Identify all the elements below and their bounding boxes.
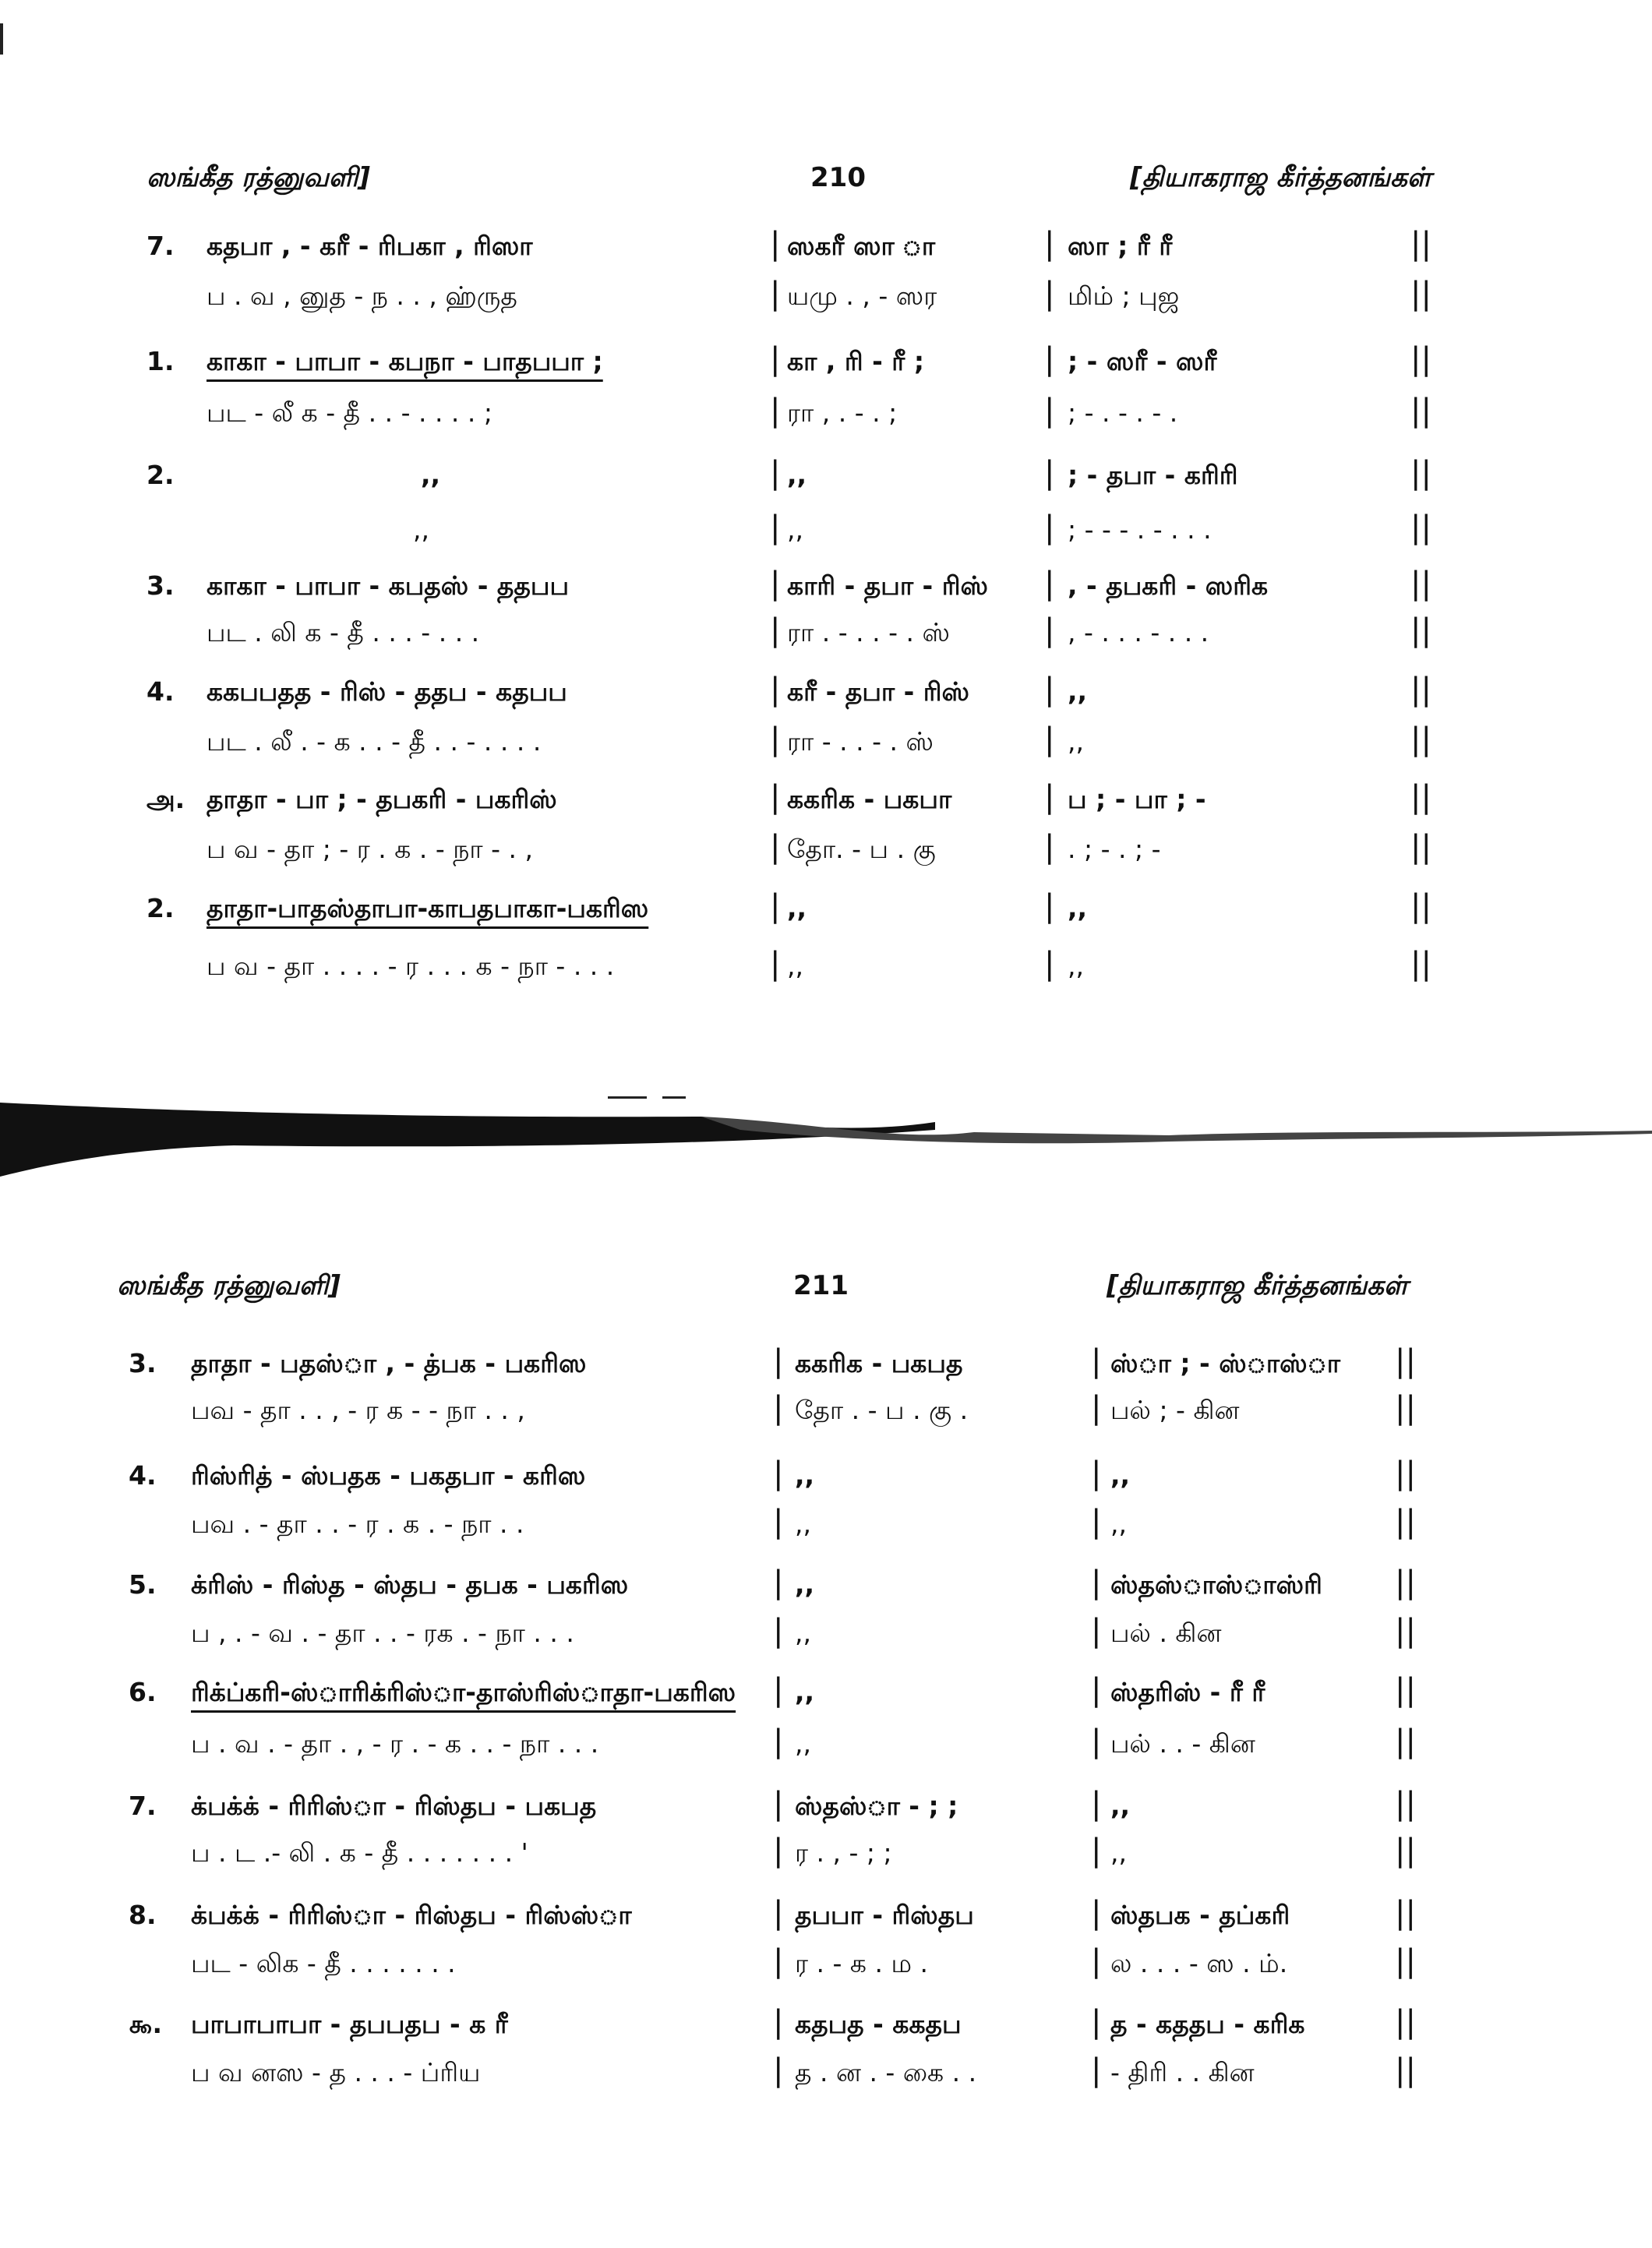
row-9-cell-c3: ,, (1110, 1791, 1131, 1821)
row-8-cell-c3: பல் . . - கின (1110, 1728, 1255, 1759)
double-bar-separator: || (1395, 2004, 1416, 2040)
bar-separator: | (1044, 341, 1055, 377)
row-10-cell-c1: பட . லீ . - க . . - தீ . . - . . . . (206, 726, 542, 757)
row-2-cell-c3: மிம் ; புஜ (1068, 281, 1180, 311)
row-14-cell-c1: ப வ - தா . . . . - ர . . . க - நா - . . . (206, 951, 615, 981)
row-7-cell-c1: காகா - பாபா - கபதஸ் - ததபப (206, 570, 570, 601)
row-13-cell-c2: ,, (787, 893, 807, 923)
bar-separator: | (1091, 1724, 1102, 1759)
double-bar-separator: || (1410, 393, 1431, 429)
bar-separator: | (1044, 226, 1055, 262)
row-10-cell-c3: ,, (1110, 1837, 1127, 1868)
bar-separator: | (770, 276, 781, 312)
bar-separator: | (773, 1895, 784, 1931)
double-bar-separator: || (1395, 1504, 1416, 1540)
row-5-number: 2. (146, 460, 175, 490)
double-bar-separator: || (1410, 779, 1431, 815)
row-5-cell-c3: ஸ்தஸ்ாஸ்ாஸ்ரி (1110, 1569, 1322, 1600)
row-4-cell-c2: ரா , . - . ; (787, 397, 898, 428)
bar-separator: | (770, 393, 781, 429)
row-11-cell-c3: ஸ்தபக - தப்கரி (1110, 1900, 1290, 1930)
bar-separator: | (1044, 888, 1055, 924)
bar-separator: | (773, 1390, 784, 1426)
row-12-cell-c1: ப வ - தா ; - ர . க . - நா - . , (206, 834, 534, 864)
row-1-cell-c1: தாதா - பதஸ்ா , - த்பக - பகரிஸ (191, 1348, 587, 1378)
row-5-cell-c1: க்ரிஸ் - ரிஸ்த - ஸ்தப - தபக - பகரிஸ (191, 1569, 629, 1600)
row-1-cell-c2: ககரிக - பகபத (795, 1348, 963, 1378)
bar-separator: | (1091, 1672, 1102, 1708)
row-3-cell-c3: ; - ஸரீ - ஸரீ (1068, 346, 1217, 376)
bar-separator: | (770, 226, 781, 262)
page-fold-shadow (0, 1087, 1652, 1188)
bar-separator: | (770, 566, 781, 602)
double-bar-separator: || (1410, 226, 1431, 262)
double-bar-separator: || (1395, 1943, 1416, 1979)
double-bar-separator: || (1410, 612, 1431, 648)
header-section-title: [தியாகராஜ கீர்த்தனங்கள் (1130, 162, 1431, 193)
header-section-title: [தியாகராஜ கீர்த்தனங்கள் (1107, 1270, 1408, 1301)
row-13-number: 2. (146, 893, 175, 923)
row-12-cell-c2: தோ. - ப . கு (787, 834, 936, 864)
bar-separator: | (1091, 1613, 1102, 1649)
bar-separator: | (1044, 612, 1055, 648)
row-7-cell-c2: ,, (795, 1677, 815, 1707)
row-11-number: 8. (129, 1900, 157, 1930)
row-2-cell-c2: தோ . - ப . கு . (795, 1395, 969, 1425)
row-11-cell-c1: தாதா - பா ; - தபகரி - பகரிஸ் (206, 784, 557, 814)
double-bar-separator: || (1395, 1786, 1416, 1822)
row-9-cell-c2: ஸ்தஸ்ா - ; ; (795, 1791, 958, 1821)
row-4-cell-c1: பவ . - தா . . - ர . க . - நா . . (191, 1509, 524, 1539)
row-5-cell-c2: ,, (787, 460, 807, 490)
bar-separator: | (773, 1613, 784, 1649)
row-12-cell-c1: பட - லிக - தீ . . . . . . . (191, 1948, 456, 1978)
row-9-cell-c1: க்பக்க் - ரிரிஸ்ா - ரிஸ்தப - பகபத (191, 1791, 597, 1821)
row-8-cell-c2: ,, (795, 1728, 811, 1759)
bar-separator: | (1091, 1390, 1102, 1426)
double-bar-separator: || (1395, 2052, 1416, 2088)
row-1-cell-c2: ஸகரீ ஸா ா (787, 231, 936, 261)
row-4-cell-c2: ,, (795, 1509, 811, 1539)
bar-separator: | (770, 612, 781, 648)
bar-separator: | (770, 888, 781, 924)
row-10-cell-c2: ர . , - ; ; (795, 1837, 892, 1868)
bar-separator: | (773, 1786, 784, 1822)
bar-separator: | (1044, 510, 1055, 545)
row-4-cell-c1: பட - லீ க - தீ . . - . . . . ; (206, 397, 492, 428)
bar-separator: | (1091, 1833, 1102, 1869)
row-14-cell-c2: த . ன . - கை . . (795, 2057, 977, 2087)
row-9-cell-c3: ,, (1068, 676, 1088, 707)
row-11-cell-c2: தபபா - ரிஸ்தப (795, 1900, 974, 1930)
header-book-title: ஸங்கீத ரத்னுவளி] (117, 1270, 341, 1301)
double-bar-separator: || (1395, 1390, 1416, 1426)
bar-separator: | (770, 672, 781, 708)
row-14-cell-c3: ,, (1068, 951, 1084, 981)
bar-separator: | (770, 455, 781, 491)
bar-separator: | (773, 1672, 784, 1708)
row-13-cell-c2: கதபத - ககதப (795, 2009, 962, 2039)
bar-separator: | (770, 946, 781, 982)
double-bar-separator: || (1410, 888, 1431, 924)
double-bar-separator: || (1410, 672, 1431, 708)
bar-separator: | (1044, 672, 1055, 708)
row-14-cell-c2: ,, (787, 951, 803, 981)
bar-separator: | (1091, 1565, 1102, 1600)
row-8-cell-c2: ரா . - . . - . ஸ் (787, 617, 950, 648)
row-7-cell-c3: ஸ்தரிஸ் - ரீ ரீ (1110, 1677, 1265, 1707)
row-6-cell-c3: பல் . கின (1110, 1618, 1222, 1648)
row-11-number: அ. (146, 784, 185, 814)
double-bar-separator: || (1410, 341, 1431, 377)
bar-separator: | (1044, 455, 1055, 491)
bar-separator: | (1091, 1786, 1102, 1822)
row-1-number: 7. (146, 231, 175, 261)
bar-separator: | (773, 1343, 784, 1379)
row-3-cell-c1: ரிஸ்ரித் - ஸ்பதக - பகதபா - கரிஸ (191, 1460, 586, 1491)
row-13-cell-c3: த - கததப - கரிக (1110, 2009, 1305, 2039)
bar-separator: | (773, 1833, 784, 1869)
row-14-cell-c1: ப வ னஸ - த . . . - ப்ரிய (191, 2057, 481, 2087)
double-bar-separator: || (1410, 510, 1431, 545)
bar-separator: | (1044, 276, 1055, 312)
row-2-cell-c3: பல் ; - கின (1110, 1395, 1240, 1425)
row-14-cell-c3: - திரி . . கின (1110, 2057, 1255, 2087)
page-210 (0, 0, 1652, 1106)
row-11-cell-c2: ககரிக - பகபா (787, 784, 952, 814)
header-book-title: ஸங்கீத ரத்னுவளி] (146, 162, 370, 193)
bar-separator: | (1091, 2052, 1102, 2088)
bar-separator: | (1091, 1456, 1102, 1491)
header-page-number: 210 (810, 162, 866, 193)
bar-separator: | (1091, 1895, 1102, 1931)
row-6-cell-c2: ,, (795, 1618, 811, 1648)
row-9-number: 4. (146, 676, 175, 707)
double-bar-separator: || (1410, 566, 1431, 602)
double-bar-separator: || (1395, 1895, 1416, 1931)
row-4-cell-c3: ,, (1110, 1509, 1127, 1539)
row-10-cell-c3: ,, (1068, 726, 1084, 757)
bar-separator: | (1091, 1343, 1102, 1379)
row-13-cell-c1: பாபாபாபா - தபபதப - க ரீ (191, 2009, 508, 2039)
row-9-cell-c1: ககபபதத - ரிஸ் - ததப - கதபப (206, 676, 567, 707)
bar-separator: | (770, 510, 781, 545)
row-8-cell-c1: ப . வ . - தா . , - ர . - க . . - நா . . . (191, 1728, 599, 1759)
bar-separator: | (773, 1456, 784, 1491)
row-3-cell-c2: ,, (795, 1460, 815, 1491)
row-6-cell-c2: ,, (787, 514, 803, 545)
row-12-cell-c3: ல . . . - ஸ . ம். (1110, 1948, 1288, 1978)
bar-separator: | (770, 829, 781, 865)
bar-separator: | (770, 341, 781, 377)
double-bar-separator: || (1410, 722, 1431, 757)
bar-separator: | (770, 779, 781, 815)
row-7-number: 3. (146, 570, 175, 601)
bar-separator: | (1091, 1504, 1102, 1540)
row-2-cell-c2: யமு . , - ஸர (787, 281, 937, 311)
bar-separator: | (1091, 2004, 1102, 2040)
double-bar-separator: || (1410, 276, 1431, 312)
row-6-cell-c1: ,, (413, 514, 429, 545)
row-5-cell-c2: ,, (795, 1569, 815, 1600)
row-13-cell-c3: ,, (1068, 893, 1088, 923)
row-7-cell-c3: , - தபகரி - ஸரிக (1068, 570, 1269, 601)
row-6-cell-c3: ; - - - . - . . . (1068, 514, 1212, 545)
row-5-cell-c1: ,, (421, 460, 441, 490)
row-1-cell-c3: ஸ்ா ; - ஸ்ாஸ்ா (1110, 1348, 1340, 1378)
bar-separator: | (1044, 946, 1055, 982)
bar-separator: | (1044, 779, 1055, 815)
double-bar-separator: || (1395, 1833, 1416, 1869)
bar-separator: | (1044, 722, 1055, 757)
bar-separator: | (1044, 829, 1055, 865)
double-bar-separator: || (1395, 1565, 1416, 1600)
row-13-cell-c1: தாதா-பாதஸ்தாபா-காபதபாகா-பகரிஸ (206, 893, 649, 923)
row-3-number: 1. (146, 346, 175, 376)
double-bar-separator: || (1410, 946, 1431, 982)
row-8-cell-c3: , - . . . - . . . (1068, 617, 1209, 648)
row-10-cell-c2: ரா - . . - . ஸ் (787, 726, 934, 757)
double-bar-separator: || (1410, 455, 1431, 491)
header-page-number: 211 (793, 1270, 849, 1301)
double-bar-separator: || (1395, 1343, 1416, 1379)
row-11-cell-c1: க்பக்க் - ரிரிஸ்ா - ரிஸ்தப - ரிஸ்ஸ்ா (191, 1900, 632, 1930)
row-1-cell-c3: ஸா ; ரீ ரீ (1068, 231, 1173, 261)
row-2-cell-c1: ப . வ , னுத - ந . . , ஹ்ருத (206, 281, 517, 311)
double-bar-separator: || (1395, 1613, 1416, 1649)
row-3-number: 4. (129, 1460, 157, 1491)
row-11-cell-c3: ப ; - பா ; - (1068, 784, 1206, 814)
bar-separator: | (773, 1943, 784, 1979)
row-7-number: 6. (129, 1677, 157, 1707)
row-2-cell-c1: பவ - தா . . , - ர க - - நா . . , (191, 1395, 525, 1425)
row-1-number: 3. (129, 1348, 157, 1378)
row-10-cell-c1: ப . ட .- லி . க - தீ . . . . . . . ' (191, 1837, 528, 1868)
double-bar-separator: || (1395, 1724, 1416, 1759)
row-3-cell-c1: காகா - பாபா - கபநா - பாதபபா ; (206, 346, 603, 376)
bar-separator: | (1091, 1943, 1102, 1979)
row-3-cell-c2: கா , ரி - ரீ ; (787, 346, 925, 376)
page-211 (0, 1192, 1652, 2248)
bar-separator: | (773, 2004, 784, 2040)
row-5-number: 5. (129, 1569, 157, 1600)
row-5-cell-c3: ; - தபா - கரிரி (1068, 460, 1238, 490)
row-6-cell-c1: ப , . - வ . - தா . . - ரக . - நா . . . (191, 1618, 574, 1648)
row-12-cell-c3: . ; - . ; - (1068, 834, 1161, 864)
row-13-number: ௯. (129, 2009, 163, 2039)
bar-separator: | (773, 1724, 784, 1759)
row-4-cell-c3: ; - . - . - . (1068, 397, 1178, 428)
double-bar-separator: || (1395, 1456, 1416, 1491)
bar-separator: | (1044, 393, 1055, 429)
row-3-cell-c3: ,, (1110, 1460, 1131, 1491)
row-9-number: 7. (129, 1791, 157, 1821)
bar-separator: | (773, 2052, 784, 2088)
row-9-cell-c2: கரீ - தபா - ரிஸ் (787, 676, 969, 707)
row-12-cell-c2: ர . - க . ம . (795, 1948, 929, 1978)
row-7-cell-c1: ரிக்ப்கரி-ஸ்ாரிக்ரிஸ்ா-தாஸ்ரிஸ்ாதா-பகரிஸ (191, 1677, 736, 1707)
row-8-cell-c1: பட . லி க - தீ . . . - . . . (206, 617, 480, 648)
bar-separator: | (1044, 566, 1055, 602)
bar-separator: | (770, 722, 781, 757)
row-1-cell-c1: கதபா , - கரீ - ரிபகா , ரிஸா (206, 231, 533, 261)
double-bar-separator: || (1410, 829, 1431, 865)
bar-separator: | (773, 1504, 784, 1540)
bar-separator: | (773, 1565, 784, 1600)
double-bar-separator: || (1395, 1672, 1416, 1708)
row-7-cell-c2: காரி - தபா - ரிஸ் (787, 570, 988, 601)
